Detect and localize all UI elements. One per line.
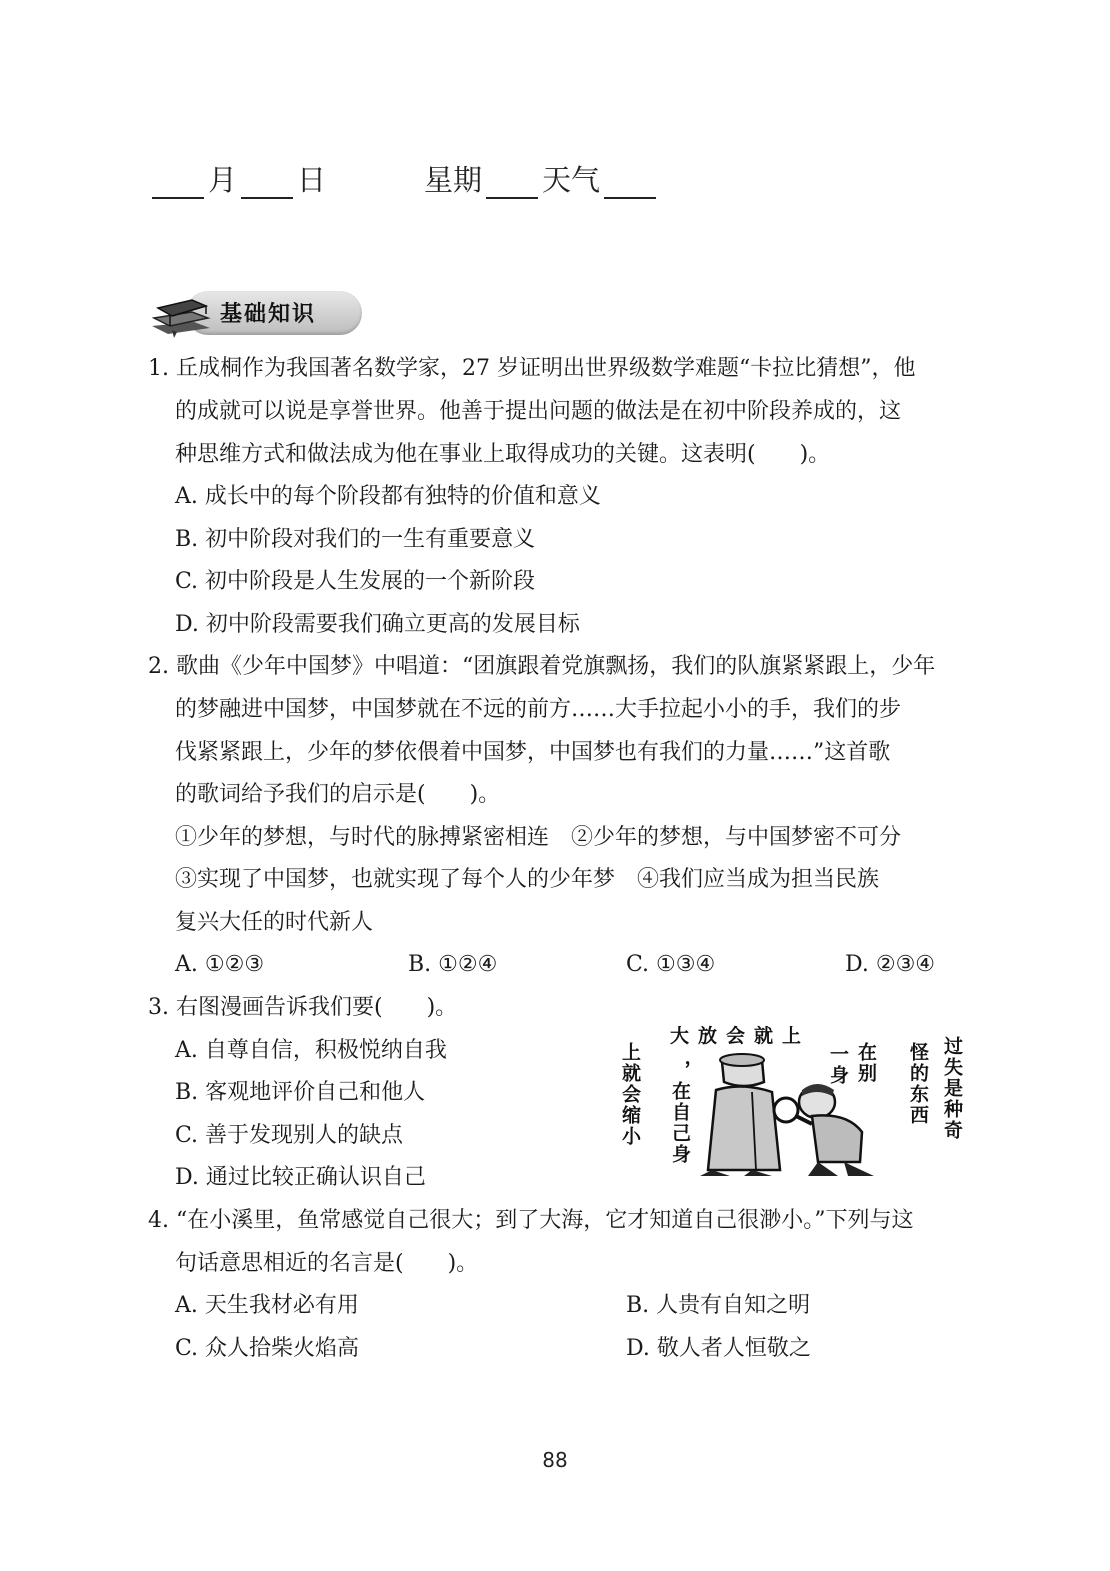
cartoon-text-col6: 过失是种奇 <box>941 1036 963 1141</box>
q2-stem-line-4: 的歌词给予我们的启示是( )。 <box>175 782 501 807</box>
books-icon <box>148 286 218 338</box>
q1-option-c: C. 初中阶段是人生发展的一个新阶段 <box>175 569 536 594</box>
q2-item-line-1: ①少年的梦想，与时代的脉搏紧密相连 ②少年的梦想，与中国梦密不可分 <box>175 825 902 850</box>
month-label: 月 <box>208 163 238 197</box>
day-blank <box>241 167 293 199</box>
q2-stem-line-1: 2. 歌曲《少年中国梦》中唱道：“团旗跟着党旗飘扬，我们的队旗紧紧跟上，少年 <box>148 654 936 679</box>
q2-item-line-3: 复兴大任的时代新人 <box>175 910 374 935</box>
q2-item-line-2: ③实现了中国梦，也就实现了每个人的少年梦 ④我们应当成为担当民族 <box>175 867 880 892</box>
cartoon-text-col2: ，在自己身 <box>669 1060 691 1165</box>
q4-option-b: B. 人贵有自知之明 <box>626 1293 811 1318</box>
cartoon-text-col4: 在别 <box>855 1042 877 1084</box>
cartoon-text-top: 大放会就上 <box>670 1025 811 1047</box>
q2-option-b: B. ①②④ <box>408 952 498 977</box>
q3-option-c: C. 善于发现别人的缺点 <box>175 1123 404 1148</box>
section-banner <box>148 286 363 338</box>
q4-option-a: A. 天生我材必有用 <box>175 1293 359 1318</box>
q1-option-a: A. 成长中的每个阶段都有独特的价值和意义 <box>175 484 601 509</box>
q3-cartoon <box>612 1020 980 1178</box>
q4-stem-line-2: 句话意思相近的名言是( )。 <box>175 1251 479 1276</box>
tall-man-figure <box>700 1054 780 1176</box>
date-weather-header <box>148 158 660 199</box>
cartoon-text-col3: 一身 <box>827 1044 849 1086</box>
q1-stem-line-3: 种思维方式和做法成为他在事业上取得成功的关键。这表明( )。 <box>175 442 831 467</box>
q4-stem-line-1: 4. “在小溪里，鱼常感觉自己很大；到了大海，它才知道自己很渺小。”下列与这 <box>148 1208 914 1233</box>
q2-option-c: C. ①③④ <box>626 952 716 977</box>
day-label: 日 <box>297 163 327 197</box>
q4-option-d: D. 敬人者人恒敬之 <box>626 1336 811 1361</box>
q1-option-b: B. 初中阶段对我们的一生有重要意义 <box>175 527 536 552</box>
weekday-label: 星期 <box>424 163 483 197</box>
q3-option-a: A. 自尊自信，积极悦纳自我 <box>175 1038 447 1063</box>
weekday-blank <box>486 167 538 199</box>
q1-option-d: D. 初中阶段需要我们确立更高的发展目标 <box>175 612 580 637</box>
section-title: 基础知识 <box>220 302 317 327</box>
cartoon-text-col5: 怪的东西 <box>907 1042 929 1126</box>
q2-option-d: D. ②③④ <box>845 952 936 977</box>
q2-option-a: A. ①②③ <box>175 952 265 977</box>
q2-stem-line-2: 的梦融进中国梦，中国梦就在不远的前方……大手拉起小小的手，我们的步 <box>175 697 902 722</box>
q3-option-d: D. 通过比较正确认识自己 <box>175 1165 426 1190</box>
weather-blank <box>604 167 656 199</box>
q1-stem-line-1: 1. 丘成桐作为我国著名数学家，27 岁证明出世界级数学难题“卡拉比猜想”，他 <box>148 356 916 381</box>
magnifier-man-figure <box>774 1084 874 1176</box>
q2-stem-line-3: 伐紧紧跟上，少年的梦依偎着中国梦，中国梦也有我们的力量……”这首歌 <box>175 740 891 765</box>
q4-option-c: C. 众人拾柴火焰高 <box>175 1336 360 1361</box>
q3-option-b: B. 客观地评价自己和他人 <box>175 1080 426 1105</box>
weather-label: 天气 <box>542 163 601 197</box>
cartoon-text-col1: 上就会缩小 <box>619 1042 641 1147</box>
month-blank <box>152 167 204 199</box>
q3-stem: 3. 右图漫画告诉我们要( )。 <box>148 995 458 1020</box>
page-number: 88 <box>542 1448 568 1472</box>
q1-stem-line-2: 的成就可以说是享誉世界。他善于提出问题的做法是在初中阶段养成的，这 <box>175 399 902 424</box>
